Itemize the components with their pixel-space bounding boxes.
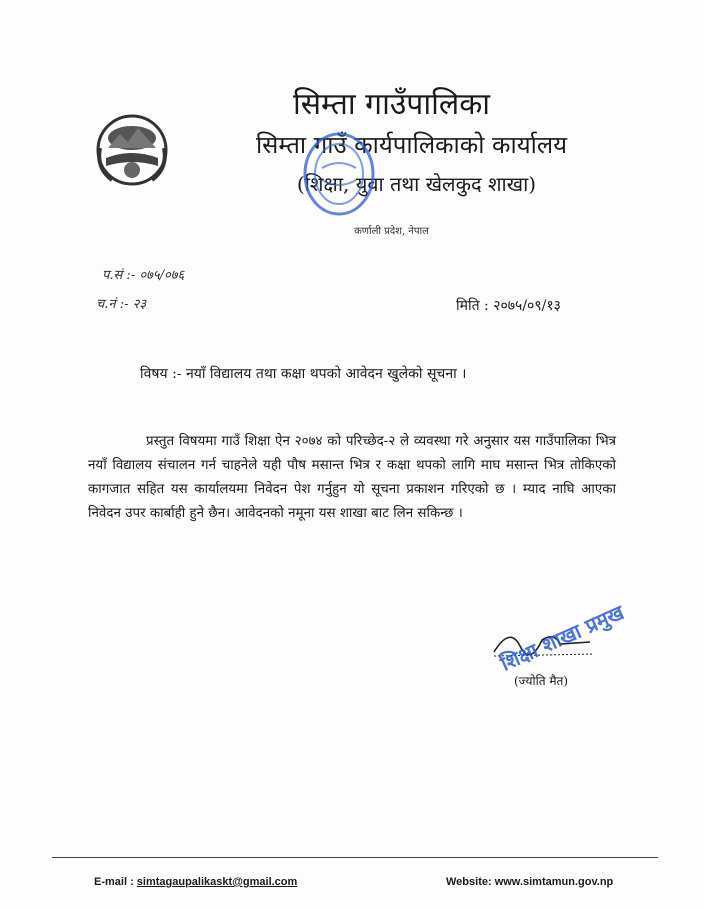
- office-title: सिम्ता गाउँ कार्यपालिकाको कार्यालय: [255, 131, 568, 159]
- municipality-title: सिम्ता गाउँपालिका: [292, 87, 491, 122]
- location-text: कर्णाली प्रदेश, नेपाल: [354, 226, 429, 237]
- footer-email: [94, 876, 297, 888]
- email-link[interactable]: simtagaupalikaskt@gmail.com: [136, 876, 298, 888]
- footer-website[interactable]: Website: www.simtamun.gov.np: [446, 876, 614, 888]
- dispatch-number: च.नं :- २३: [96, 297, 147, 312]
- subject-line: विषय :- नयाँ विद्यालय तथा कक्षा थपको आवेदन खुलेको सूचना ।: [140, 366, 467, 382]
- official-stamp: शिक्षा शाखा प्रमुख: [496, 600, 628, 676]
- notice-body: [88, 430, 616, 526]
- signatory-name: (ज्योति मैत): [514, 674, 569, 688]
- letter-number: प.सं :- ०७५/०७६: [102, 268, 185, 283]
- footer-divider: [52, 857, 658, 858]
- round-stamp-icon: [300, 128, 378, 220]
- letter-date: मिति : २०७५/०९/१३: [456, 298, 561, 314]
- section-title: (शिक्षा, युवा तथा खेलकुद शाखा): [296, 172, 537, 196]
- email-label: E-mail :: [94, 876, 134, 888]
- notice-body-text: प्रस्तुत विषयमा गाउँ शिक्षा ऐन २०७४ को परिच्छेद-२ ले व्यवस्था गरे अनुसार यस गाउँपालिका भित्र नयाँ विद्यालय संचालन गर्न चाहनेले यही पौष मसान्त भित्र र कक्षा थपको लागि माघ मसान्त भित्र तोकिएको कागजात सहित यस कार्यालयमा निवेदन पेश गर्नुहुन यो सूचना प्रकाशन गरिएको छ । म्याद नाघि आएका निवेदन उपर कार्बाही हुने छैन। आवेदनको नमूना यस शाखा बाट लिन सकिन्छ ।: [88, 434, 616, 521]
